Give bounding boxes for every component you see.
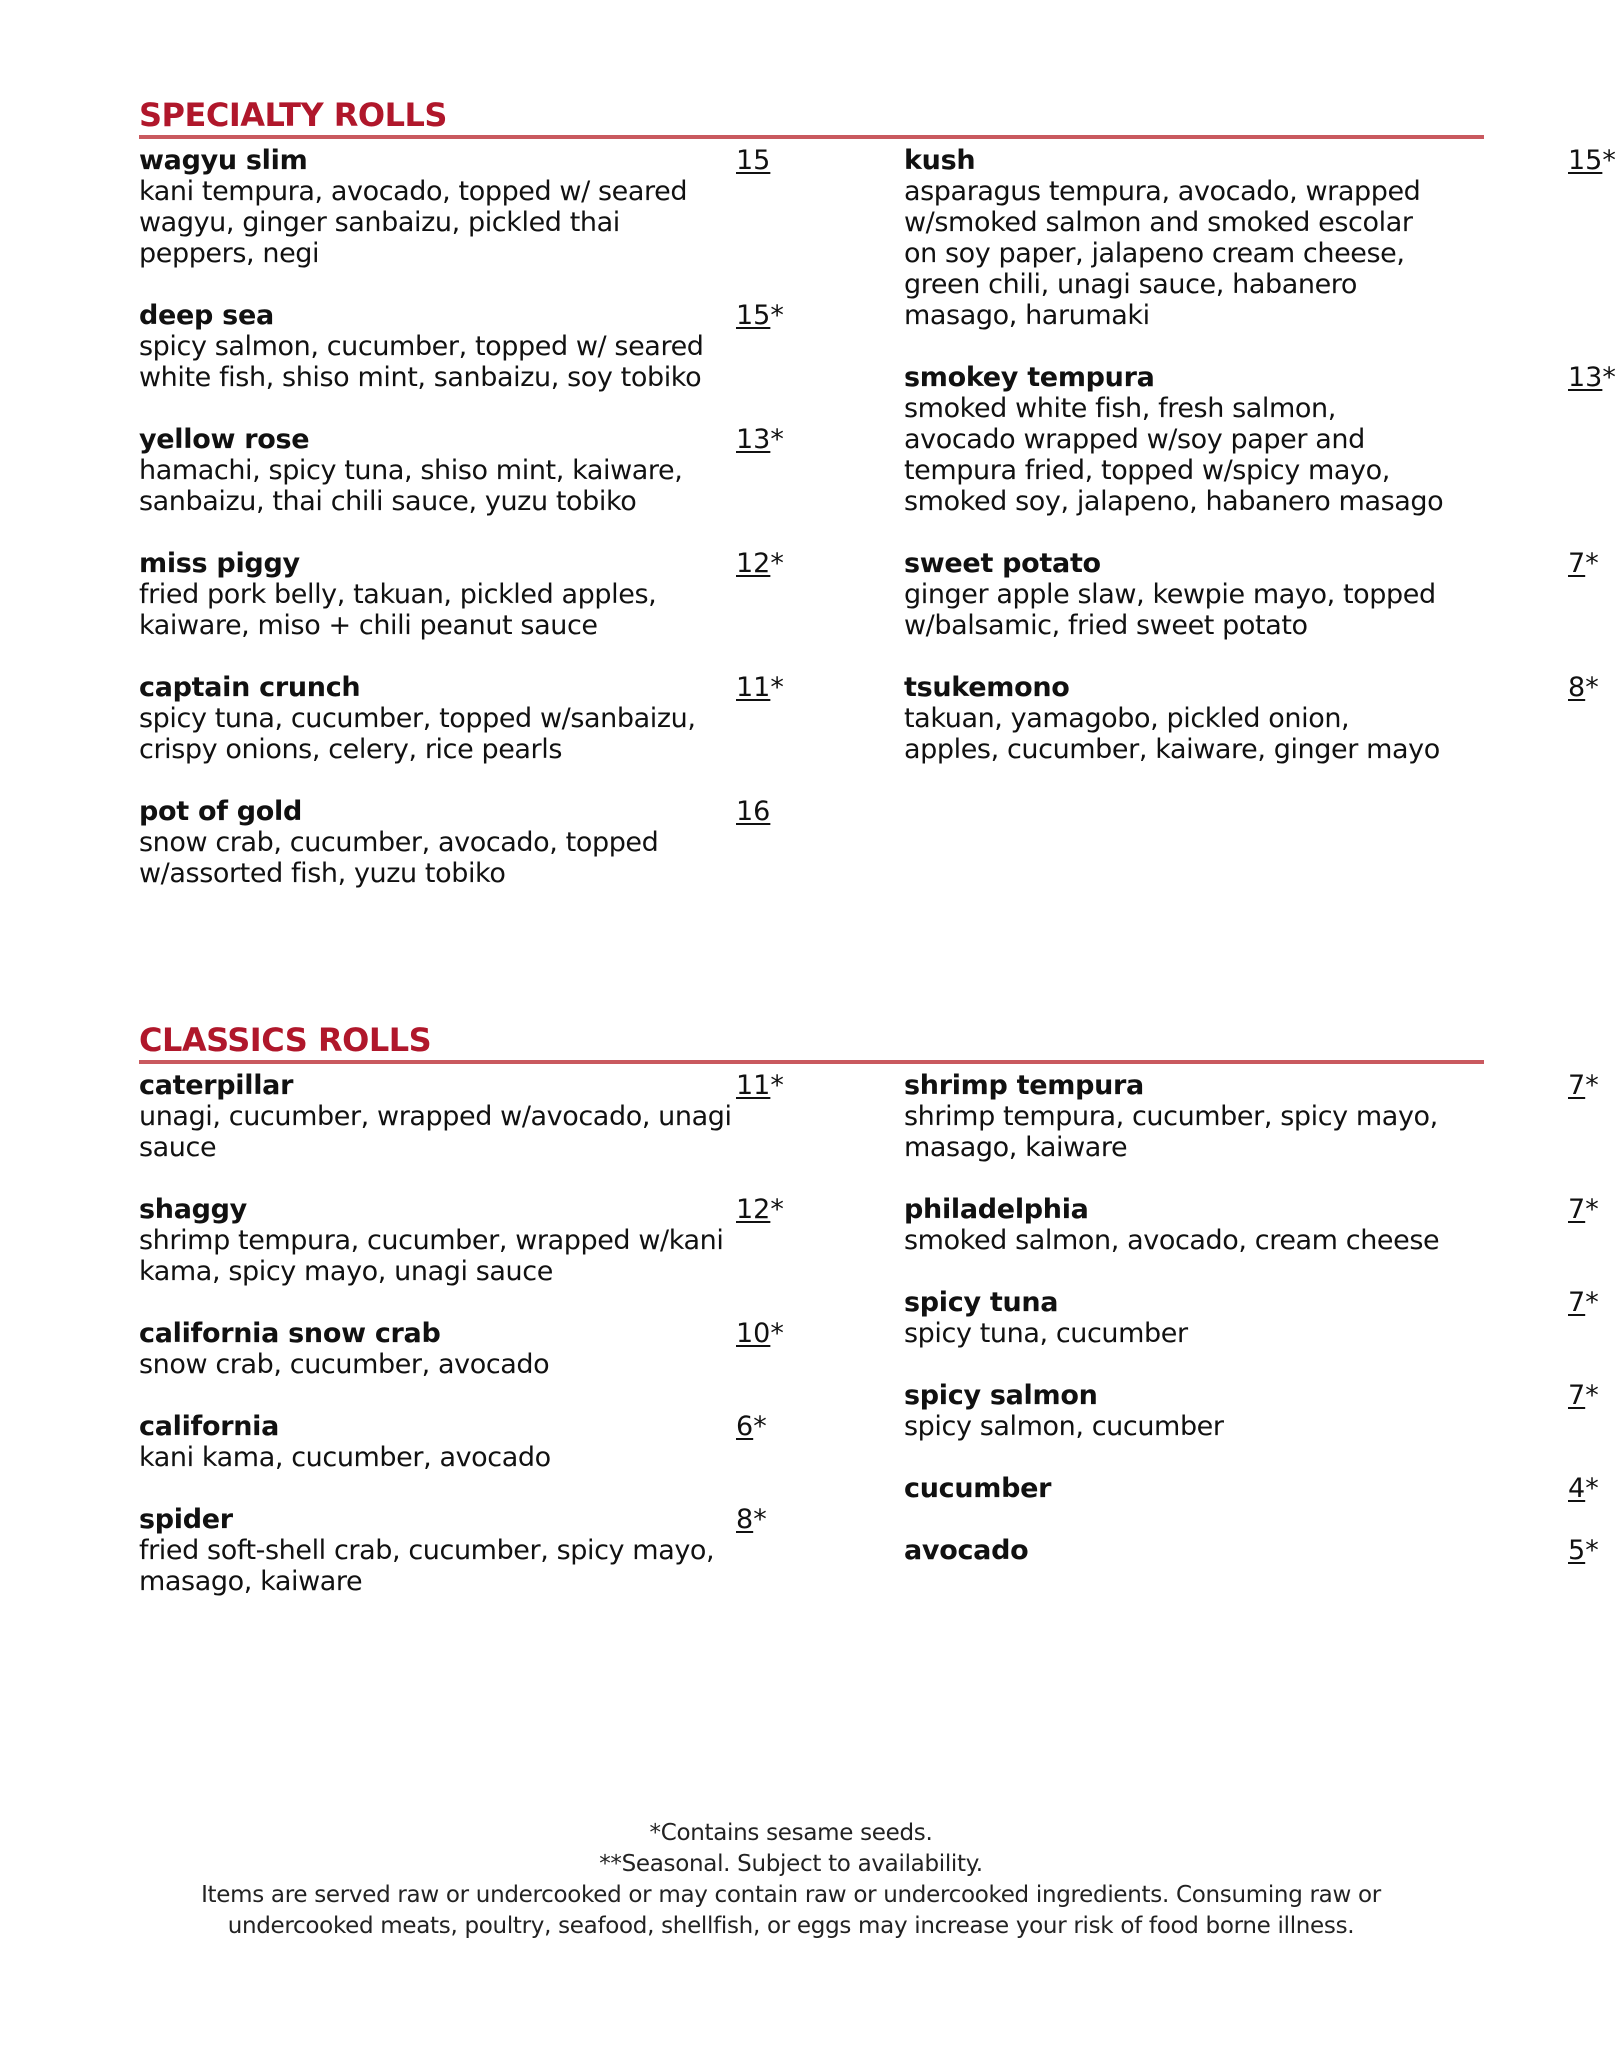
item-description: spicy tuna, cucumber [904,1318,1188,1349]
price-value: 7 [1568,548,1586,579]
menu-item [904,1287,1599,1349]
price-value: 7 [1568,1070,1586,1101]
price-mark: * [753,1411,767,1442]
price-mark: * [1585,1194,1599,1225]
price-value: 8 [1568,672,1586,703]
price-mark: * [770,672,784,703]
item-description: smoked salmon, avocado, cream cheese [904,1225,1440,1256]
menu-item [139,1318,784,1380]
price-value: 6 [736,1411,754,1442]
price-value: 12 [736,548,771,579]
item-name: shaggy [139,1194,247,1225]
item-price [1568,672,1599,703]
menu-item [139,672,784,765]
price-mark: * [1585,1070,1599,1101]
price-mark: * [1602,145,1616,176]
price-value: 11 [736,1070,771,1101]
price-mark: * [770,1194,784,1225]
item-name: caterpillar [139,1070,294,1101]
menu-item [139,300,784,393]
item-name: pot of gold [139,796,303,827]
price-value: 7 [1568,1194,1586,1225]
item-description: snow crab, cucumber, avocado, topped w/assorted fish, yuzu tobiko [139,827,659,889]
menu-item [904,1380,1599,1442]
item-name: miss piggy [139,548,300,579]
item-name: captain crunch [139,672,361,703]
item-price [736,672,784,703]
price-value: 5 [1568,1535,1586,1566]
menu-item [904,1535,1599,1566]
price-mark: * [770,1318,784,1349]
item-description: spicy tuna, cucumber, topped w/sanbaizu, crispy onions, celery, rice pearls [139,703,696,765]
item-description: spicy salmon, cucumber [904,1411,1224,1442]
section-divider [139,135,1484,139]
item-description: spicy salmon, cucumber, topped w/ seared white fish, shiso mint, sanbaizu, soy tobiko [139,331,704,393]
menu-item [139,548,784,641]
item-name: california [139,1411,280,1442]
price-value: 4 [1568,1473,1586,1504]
menu-item [904,1070,1599,1163]
menu-item [904,672,1599,765]
item-name: yellow rose [139,424,310,455]
item-name: sweet potato [904,548,1101,579]
menu-item [904,548,1599,641]
price-value: 15 [1568,145,1603,176]
menu-item [904,1473,1599,1504]
item-name: spicy tuna [904,1287,1059,1318]
item-description: shrimp tempura, cucumber, spicy mayo, masago, kaiware [904,1101,1438,1163]
menu-item [904,362,1616,517]
item-name: spider [139,1504,233,1535]
menu-item [139,1504,769,1597]
item-price [736,1504,767,1535]
menu-item [904,145,1616,331]
item-name: california snow crab [139,1318,441,1349]
item-price [1568,548,1599,579]
item-description: ginger apple slaw, kewpie mayo, topped w/balsamic, fried sweet potato [904,579,1436,641]
seasonal-note: **Seasonal. Subject to availability. [599,1851,983,1877]
item-price [1568,1535,1599,1566]
item-name: wagyu slim [139,145,308,176]
consumer-advisory: Items are served raw or undercooked or may contain raw or undercooked ingredients. Consuming raw or undercooked meats, poultry, seafood, shellfish, or eggs may increase your risk of food borne illness. [201,1882,1381,1939]
item-description: hamachi, spicy tuna, shiso mint, kaiware, sanbaizu, thai chili sauce, yuzu tobiko [139,455,683,517]
price-mark: * [770,424,784,455]
item-name: kush [904,145,976,176]
price-mark: * [770,1070,784,1101]
menu-item [139,1070,784,1163]
item-price [1568,1194,1599,1225]
item-name: spicy salmon [904,1380,1098,1411]
item-price [1568,362,1616,393]
price-mark: * [1585,1380,1599,1411]
item-name: philadelphia [904,1194,1089,1225]
price-mark: * [753,1504,767,1535]
item-description: shrimp tempura, cucumber, wrapped w/kani kama, spicy mayo, unagi sauce [139,1225,724,1287]
specialty-rolls-section [139,96,1616,889]
item-price [1568,1380,1599,1411]
item-description: takuan, yamagobo, pickled onion, apples, cucumber, kaiware, ginger mayo [904,703,1440,765]
item-price [736,548,784,579]
price-value: 13 [736,424,771,455]
menu-item [139,424,784,517]
item-price [1568,1287,1599,1318]
menu-column-left [139,145,784,920]
price-mark: * [770,548,784,579]
item-description: smoked white fish, fresh salmon, avocado wrapped w/soy paper and tempura fried, topped w/spicy mayo, smoked soy, jalapeno, habanero masago [904,393,1444,517]
menu-column-right [904,1070,1599,1597]
item-name: tsukemono [904,672,1070,703]
item-description: fried soft-shell crab, cucumber, spicy mayo, masago, kaiware [139,1535,715,1597]
price-mark: * [1602,362,1616,393]
classics-rolls-section [139,1021,1599,1597]
menu-item [139,796,769,889]
item-name: shrimp tempura [904,1070,1144,1101]
price-value: 12 [736,1194,771,1225]
menu-item [139,1411,769,1473]
price-value: 16 [736,796,771,827]
item-price [736,1318,784,1349]
price-value: 8 [736,1504,754,1535]
price-value: 7 [1568,1287,1586,1318]
price-mark: * [1585,1535,1599,1566]
menu-column-right [904,145,1616,796]
price-mark: * [1585,1473,1599,1504]
menu-footer [0,1818,1582,1942]
item-price [736,300,784,331]
item-description: unagi, cucumber, wrapped w/avocado, unagi sauce [139,1101,732,1163]
item-price [736,1194,784,1225]
price-mark: * [770,300,784,331]
menu-item [904,1194,1599,1256]
menu-item [139,1194,784,1287]
item-name: cucumber [904,1473,1052,1504]
section-title: SPECIALTY ROLLS [139,96,447,134]
price-mark: * [1585,672,1599,703]
item-price [736,796,770,827]
price-value: 7 [1568,1380,1586,1411]
section-divider [139,1060,1484,1064]
item-description: asparagus tempura, avocado, wrapped w/smoked salmon and smoked escolar on soy paper, jalapeno cream cheese, green chili, unagi sauce, habanero masago, harumaki [904,176,1421,331]
price-mark: * [1585,548,1599,579]
item-price [1568,1473,1599,1504]
item-name: smokey tempura [904,362,1155,393]
item-description: fried pork belly, takuan, pickled apples, kaiware, miso + chili peanut sauce [139,579,657,641]
item-price [1568,1070,1599,1101]
item-description: kani tempura, avocado, topped w/ seared wagyu, ginger sanbaizu, pickled thai peppers, negi [139,176,688,269]
item-price [736,1411,767,1442]
item-price [736,1070,784,1101]
item-price [736,424,784,455]
section-title: CLASSICS ROLLS [139,1021,432,1059]
item-description: kani kama, cucumber, avocado [139,1442,551,1473]
price-value: 11 [736,672,771,703]
menu-item [139,145,769,269]
item-price [1568,145,1616,176]
price-value: 10 [736,1318,771,1349]
price-value: 15 [736,300,771,331]
item-name: deep sea [139,300,274,331]
item-description: snow crab, cucumber, avocado [139,1349,550,1380]
sesame-note: *Contains sesame seeds. [649,1820,933,1846]
price-mark: * [1585,1287,1599,1318]
price-value: 13 [1568,362,1603,393]
menu-column-left [139,1070,784,1628]
item-price [736,145,770,176]
item-name: avocado [904,1535,1029,1566]
price-value: 15 [736,145,771,176]
